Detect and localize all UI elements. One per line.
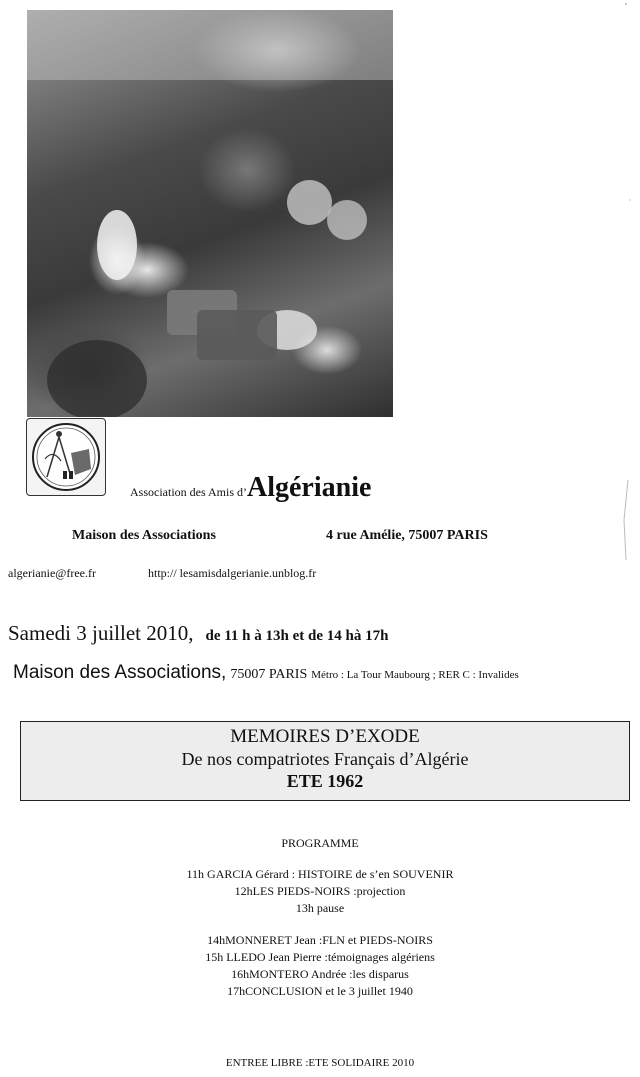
programme-item: 14hMONNERET Jean :FLN et PIEDS-NOIRS xyxy=(207,933,433,947)
event-city: 75007 PARIS xyxy=(230,667,308,682)
address-street: 4 rue Amélie, 75007 PARIS xyxy=(326,528,488,543)
programme-item: 15h LLEDO Jean Pierre :témoignages algériens xyxy=(205,950,435,964)
banner-title: MEMOIRES D’EXODE xyxy=(230,726,420,747)
event-venue-line xyxy=(13,662,519,684)
association-emblem-icon xyxy=(27,419,105,495)
programme-morning xyxy=(0,866,640,917)
association-logo xyxy=(26,418,106,496)
event-venue: Maison des Associations, xyxy=(13,662,227,683)
programme-afternoon xyxy=(0,932,640,1000)
scan-specks xyxy=(616,0,636,1077)
exodus-photo xyxy=(27,10,393,417)
association-prefix: Association des Amis d’ xyxy=(130,485,247,499)
event-date-line xyxy=(8,621,388,646)
contact-email[interactable]: algerianie@free.fr xyxy=(8,566,96,580)
programme-item: 17hCONCLUSION et le 3 juillet 1940 xyxy=(227,984,413,998)
association-name: Algérianie xyxy=(247,472,372,503)
programme-item: 11h GARCIA Gérard : HISTOIRE de s’en SOUVENIR xyxy=(186,867,454,881)
event-transport: Métro : La Tour Maubourg ; RER C : Invalides xyxy=(311,669,519,681)
programme-title: PROGRAMME xyxy=(281,836,359,850)
programme-item: 13h pause xyxy=(295,901,345,915)
title-banner xyxy=(20,721,630,801)
footer-note: ENTREE LIBRE :ETE SOLIDAIRE 2010 xyxy=(225,1057,415,1069)
banner-subtitle: De nos compatriotes Français d’Algérie xyxy=(181,749,469,769)
event-date: Samedi 3 juillet 2010, xyxy=(8,621,194,645)
contact-url[interactable]: http:// lesamisdalgerianie.unblog.fr xyxy=(148,566,317,580)
programme-item: 16hMONTERO Andrée :les disparus xyxy=(231,967,409,981)
banner-year: ETE 1962 xyxy=(286,771,364,791)
programme-item: 12hLES PIEDS-NOIRS :projection xyxy=(234,884,406,898)
event-hours: de 11 h à 13h et de 14 hà 17h xyxy=(205,628,389,644)
address-place: Maison des Associations xyxy=(72,528,216,543)
association-title xyxy=(130,472,371,504)
